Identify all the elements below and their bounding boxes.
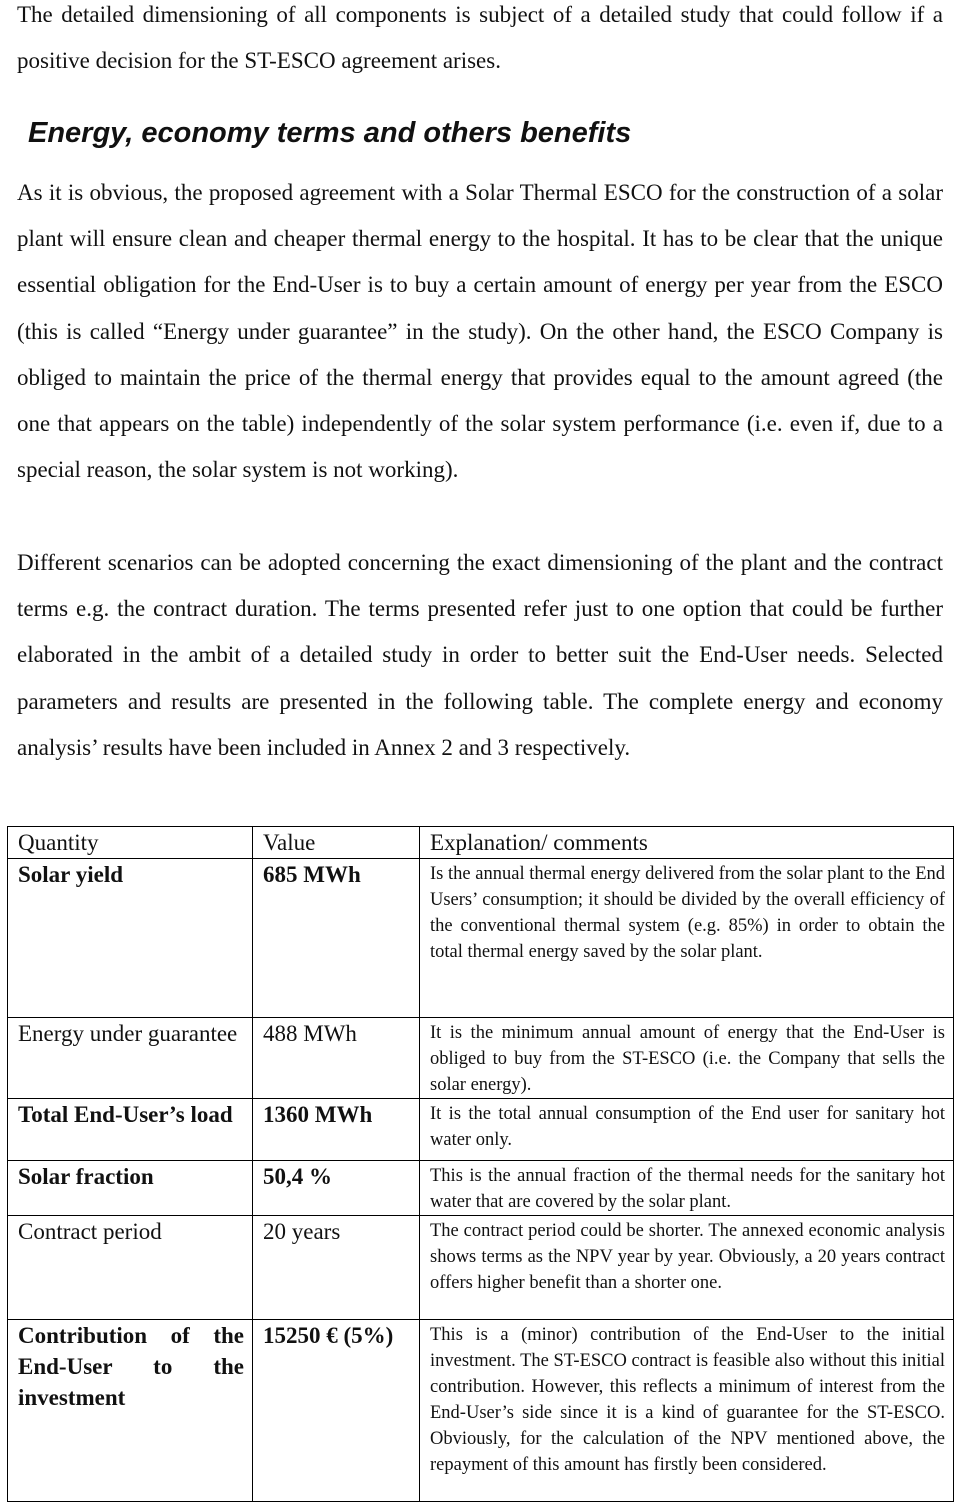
- table-row: [8, 1320, 954, 1502]
- table-row: [8, 859, 954, 1018]
- row-value: 1360 MWh: [253, 1099, 420, 1161]
- row-value: 685 MWh: [253, 859, 420, 1018]
- row-quantity: Solar fraction: [8, 1161, 253, 1216]
- row-value: 20 years: [253, 1216, 420, 1320]
- row-explanation: This is the annual fraction of the thermal needs for the sanitary hot water that are covered by the solar plant.: [420, 1161, 954, 1216]
- header-explanation: Explanation/ comments: [420, 827, 954, 859]
- section-heading: Energy, economy terms and others benefits: [28, 117, 632, 149]
- table-header-row: [8, 827, 954, 859]
- row-quantity: Contribution of the End-User to the investment: [8, 1320, 253, 1502]
- header-value: Value: [253, 827, 420, 859]
- row-explanation: It is the total annual consumption of the End user for sanitary hot water only.: [420, 1099, 954, 1161]
- table-row: [8, 1018, 954, 1099]
- table-row: [8, 1216, 954, 1320]
- table-row: [8, 1161, 954, 1216]
- row-value: 488 MWh: [253, 1018, 420, 1099]
- body-paragraph: Different scenarios can be adopted concerning the exact dimensioning of the plant and the contract terms e.g. the contract duration. The terms presented refer just to one option that could be further elaborated in the ambit of a detailed study in order to better suit the End-User needs. Selected parameters and results are presented in the following table. The complete energy and economy analysis’ results have been included in Annex 2 and 3 respectively.: [17, 550, 943, 760]
- row-value: 50,4 %: [253, 1161, 420, 1216]
- row-quantity: Solar yield: [8, 859, 253, 1018]
- row-quantity: Contract period: [8, 1216, 253, 1320]
- table-row: [8, 1099, 954, 1161]
- parameters-table: [7, 826, 954, 1502]
- header-quantity: Quantity: [8, 827, 253, 859]
- row-quantity: Energy under guarantee: [8, 1018, 253, 1099]
- row-explanation: This is a (minor) contribution of the End-User to the initial investment. The ST-ESCO contract is feasible also without this initial contribution. However, this reflects a minimum of interest from the End-User’s side since it is a kind of guarantee for the ST-ESCO. Obviously, for the calculation of the NPV mentioned above, the repayment of this amount has firstly been considered.: [420, 1320, 954, 1502]
- body-paragraph: As it is obvious, the proposed agreement with a Solar Thermal ESCO for the construction of a solar plant will ensure clean and cheaper thermal energy to the hospital. It has to be clear that the unique essential obligation for the End-User is to buy a certain amount of energy per year from the ESCO (this is called “Energy under guarantee” in the study). On the other hand, the ESCO Company is obliged to maintain the price of the thermal energy that provides equal to the amount agreed (the one that appears on the table) independently of the solar system performance (i.e. even if, due to a special reason, the solar system is not working).: [17, 180, 943, 483]
- row-explanation: The contract period could be shorter. The annexed economic analysis shows terms as the NPV year by year. Obviously, a 20 years contract offers higher benefit than a shorter one.: [420, 1216, 954, 1320]
- row-quantity: Total End-User’s load: [8, 1099, 253, 1161]
- intro-paragraph: The detailed dimensioning of all components is subject of a detailed study that could follow if a positive decision for the ST-ESCO agreement arises.: [17, 2, 943, 73]
- row-explanation: It is the minimum annual amount of energy that the End-User is obliged to buy from the ST-ESCO (i.e. the Company that sells the solar energy).: [420, 1018, 954, 1099]
- row-value: 15250 € (5%): [253, 1320, 420, 1502]
- row-explanation: Is the annual thermal energy delivered from the solar plant to the End Users’ consumption; it should be divided by the overall efficiency of the conventional thermal system (e.g. 85%) in order to obtain the total thermal energy saved by the solar plant.: [420, 859, 954, 1018]
